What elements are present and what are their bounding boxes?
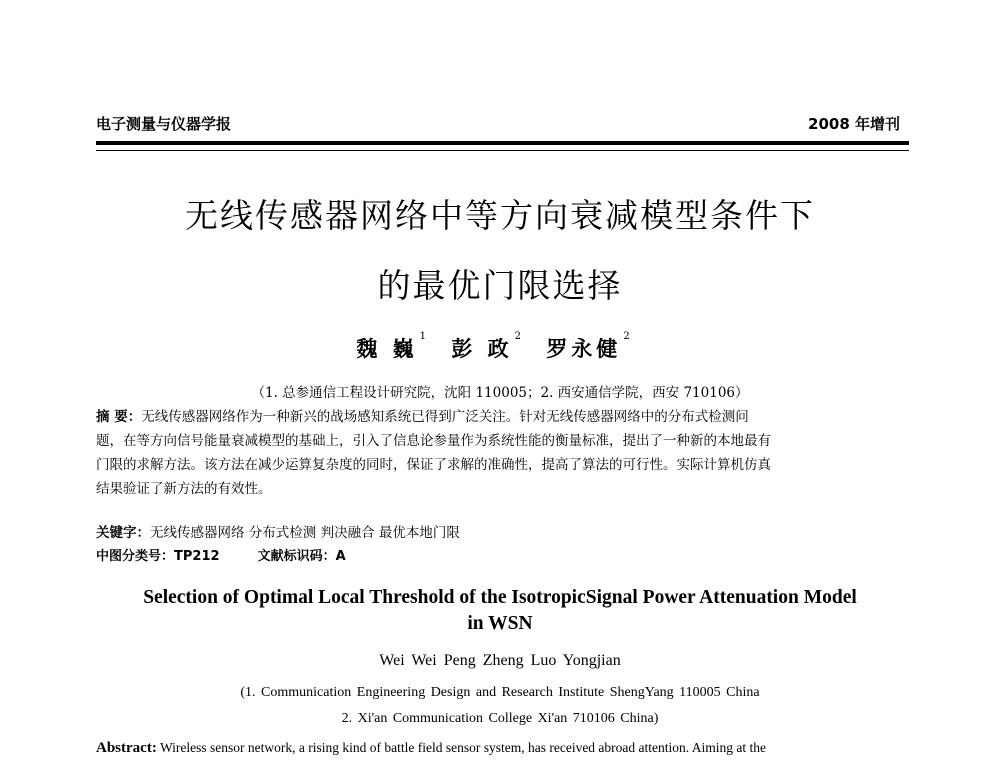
title-cn-line2: 的最优门限选择 (377, 266, 623, 305)
header-rule-thick (96, 141, 909, 145)
journal-name: 电子测量与仪器学报 (96, 115, 232, 133)
issue-label: 2008 年增刊 (808, 115, 900, 133)
abstract-en (96, 740, 908, 757)
title-cn-line1: 无线传感器网络中等方向衰减模型条件下 (185, 196, 815, 235)
doc-code-label: 文献标识码： (257, 549, 336, 564)
keywords-cn-label: 关键字： (96, 525, 150, 541)
abstract-cn-line: 题，在等方向信号能量衰减模型的基础上，引入了信息论参量作为系统性能的衡量标准，提出了一种新的本地最有 (96, 433, 771, 449)
clc-value: TP212 (174, 549, 220, 564)
header-rule-thin (96, 150, 909, 151)
title-en (0, 585, 1000, 637)
doc-code-value: A (335, 549, 346, 564)
affiliation-en-line2: 2. Xi'an Communication College Xi'an 710106 China) (341, 711, 659, 726)
authors-cn (0, 333, 1000, 363)
abstract-cn-line: 结果验证了新方法的有效性。 (96, 481, 272, 497)
author-cn-1: 魏 巍 (356, 336, 418, 361)
author-cn-1-affil: 1 (419, 331, 426, 342)
abstract-cn-line: 无线传感器网络作为一种新兴的战场感知系统已得到广泛关注。针对无线传感器网络中的分布式检测问 (141, 409, 749, 425)
abstract-en-text: Wireless sensor network, a rising kind of battle field sensor system, has received abroad attention. Aiming at the (159, 740, 767, 755)
classification (96, 545, 346, 564)
keywords-cn-text: 无线传感器网络 分布式检测 判决融合 最优本地门限 (150, 525, 460, 541)
keywords-cn (96, 521, 460, 541)
author-cn-2-affil: 2 (514, 331, 521, 342)
abstract-cn-line: 门限的求解方法。该方法在减少运算复杂度的同时，保证了求解的准确性，提高了算法的可行性。实际计算机仿真 (96, 457, 771, 473)
abstract-cn (96, 405, 856, 501)
author-cn-3-affil: 2 (623, 331, 630, 342)
abstract-cn-label: 摘 要： (96, 409, 142, 425)
clc-label: 中图分类号： (96, 549, 175, 564)
authors-en: Wei Wei Peng Zheng Luo Yongjian (379, 652, 621, 669)
affiliation-cn: （1. 总参通信工程设计研究院，沈阳 110005；2. 西安通信学院，西安 710106） (251, 385, 749, 401)
author-cn-3: 罗永健 (546, 336, 622, 361)
affiliation-en-line1: (1. Communication Engineering Design and Research Institute ShengYang 110005 China (240, 685, 760, 700)
title-en-line1: Selection of Optimal Local Threshold of the IsotropicSignal Power Attenuation Model (143, 587, 857, 608)
title-en-line2: in WSN (467, 613, 533, 634)
author-cn-2: 彭 政 (451, 336, 513, 361)
abstract-en-label: Abstract: (96, 740, 157, 756)
